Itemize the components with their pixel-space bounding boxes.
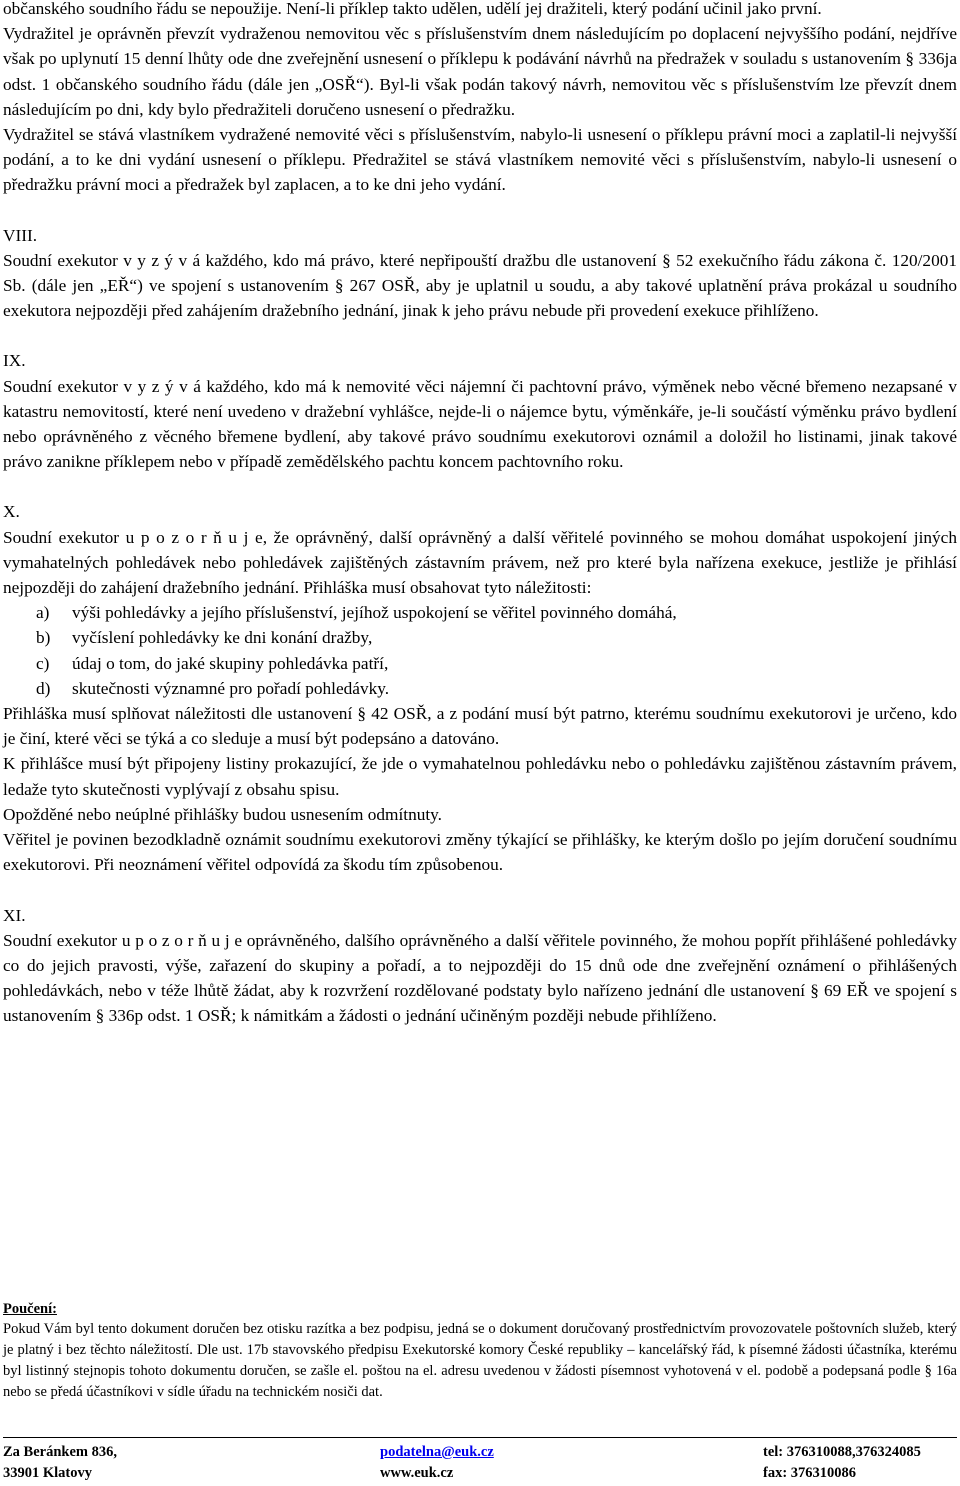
list-item-text: výši pohledávky a jejího příslušenství, jejíhož uspokojení se věřitel povinného domáhá, xyxy=(72,603,677,623)
list-item-label: b) xyxy=(36,628,51,648)
section-ix-text: Soudní exekutor v y z ý v á každého, kdo má k nemovité věci nájemní či pachtovní právo, výměnek nebo věcné břemeno nezapsané v katastru nemovitostí, které není uvedeno v dražební vyhlášce, nejde-li o nájemce bytu, výměnkáře, je-li součástí výměnku právo bydlení nebo oprávněného z věcného břemene bydlení, aby takové právo soudnímu exekutorovi oznámil a doložil ho listinami, jinak takové právo zanikne příklepem nebo v případě zemědělského pachtu koncem pachtovního roku. xyxy=(3,376,957,472)
section-x-intro: Soudní exekutor u p o z o r ň u j e, že oprávněný, další oprávněný a další věřitelé povinného se mohou domáhat uspokojení jiných vymahatelných pohledávek nebo pohledávek zajištěných zástavním právem, než pro které byla nařízena exekuce, jestliže je přihlásí nejpozději do zahájení dražebního jednání. Přihláška musí obsahovat tyto náležitosti: xyxy=(3,527,957,598)
list-item-label: c) xyxy=(36,653,50,673)
footer-address-city: 33901 Klatovy xyxy=(3,1465,93,1481)
paragraph-intro: občanského soudního řádu se nepoužije. Není-li příklep takto udělen, udělí jej dražiteli, který podání učinil jako první. xyxy=(3,0,822,18)
section-x-attachments: K přihlášce musí být připojeny listiny prokazující, že jde o vymahatelnou pohledávku nebo o pohledávku zajištěnou zástavním právem, ledaže tyto skutečnosti vyplývají z obsahu spisu. xyxy=(3,754,957,799)
list-item-text: vyčíslení pohledávky ke dni konání dražby, xyxy=(72,628,373,648)
notice-text: Pokud Vám byl tento dokument doručen bez otisku razítka a bez podpisu, jedná se o dokument doručovaný prostřednictvím provozovatele poštovních služeb, který je platný i bez těchto náležitostí. Dle ust. 17b stavovského předpisu Exekutorské komory České republiky – kancelářský řád, k písemné žádosti účastníka, kterému byl listinný stejnopis tohoto dokumentu doručen, se zašle el. poštou na el. adresu uvedenou v žádosti písemnost vyhotovená v el. podobě a podepsaná podle § 16a nebo se předá účastníkovi v sídle úřadu na technickém nosiči dat. xyxy=(3,1321,957,1401)
section-viii-text: Soudní exekutor v y z ý v á každého, kdo má právo, které nepřipouští dražbu dle ustanovení § 52 exekučního řádu zákona č. 120/2001 Sb. (dále jen „EŘ“) ve spojení s ustanovením § 267 OSŘ, aby je uplatnil u soudu, a aby takové uplatnění práva prokázal u soudního exekutora nejpozději před zahájením dražebního jednání, jinak k jeho právu nebude při provedení exekuce přihlíženo. xyxy=(3,250,957,321)
list-item-label: a) xyxy=(36,603,50,623)
footer-fax: fax: 376310086 xyxy=(763,1465,857,1481)
list-item xyxy=(3,625,957,650)
footer-phone: tel: 376310088,376324085 xyxy=(763,1444,921,1460)
section-x-late-filings: Opožděné nebo neúplné přihlášky budou usnesením odmítnuty. xyxy=(3,804,442,824)
paragraph-ownership: Vydražitel se stává vlastníkem vydražené nemovité věci s příslušenstvím, nabylo-li usnesení o příklepu právní moci a zaplatil-li nejvyšší podání, a to ke dni vydání usnesení o příklepu. Předražitel se stává vlastníkem nemovité věci s příslušenstvím, nabylo-li usnesení o předražku právní moci a předražek byl zaplacen, a to ke dni jeho vydání. xyxy=(3,125,957,195)
section-x-requirements: Přihláška musí splňovat náležitosti dle ustanovení § 42 OSŘ, a z podání musí být patrno, kterému soudnímu exekutorovi je určeno, kdo je činí, které věci se týká a co sleduje a musí být podepsáno a datováno. xyxy=(3,704,957,749)
list-item-text: údaj o tom, do jaké skupiny pohledávka patří, xyxy=(72,653,389,673)
section-heading-x: X. xyxy=(3,502,20,522)
section-heading-xi: XI. xyxy=(3,905,26,925)
list-item-text: skutečnosti významné pro pořadí pohledávky. xyxy=(72,678,390,698)
section-heading-ix: IX. xyxy=(3,351,26,371)
section-heading-viii: VIII. xyxy=(3,225,38,245)
list-item xyxy=(3,676,957,701)
list-item xyxy=(3,651,957,676)
notice-block xyxy=(3,1299,957,1403)
list-item-label: d) xyxy=(36,678,51,698)
notice-title: Poučení: xyxy=(3,1301,57,1317)
footer-email-link[interactable]: podatelna@euk.cz xyxy=(380,1444,494,1460)
document-body xyxy=(3,0,957,1029)
list-item xyxy=(3,600,957,625)
paragraph-takeover: Vydražitel je oprávněn převzít vydraženou nemovitou věc s příslušenstvím dnem následujícím po doplacení nejvyššího podání, nejdříve však po uplynutí 15 denní lhůty ode dne zveřejnění usnesení o příklepu k podávání návrhů na předražek v souladu s ustanovením § 336ja odst. 1 občanského soudního řádu (dále jen „OSŘ“). Byl-li však podán takový návrh, nemovitou věc s příslušenstvím lze převzít dnem následujícím po dni, kdy bylo předražiteli doručeno usnesení o předražku. xyxy=(3,24,957,119)
section-x-creditor-duty: Věřitel je povinen bezodkladně oznámit soudnímu exekutorovi změny týkající se přihlášky, ke kterým došlo po jejím doručení soudnímu exekutorovi. Při neoznámení věřitel odpovídá za škodu tím způsobenou. xyxy=(3,830,957,875)
footer-address-street: Za Beránkem 836, xyxy=(3,1444,117,1460)
footer-website[interactable]: www.euk.cz xyxy=(380,1465,454,1481)
requirements-list xyxy=(3,600,957,701)
section-xi-text: Soudní exekutor u p o z o r ň u j e oprávněného, dalšího oprávněného a další věřitele povinného, že mohou popřít přihlášené pohledávky co do jejich pravosti, výše, zařazení do skupiny a pořadí, a to nejpozději do 15 dnů ode dne zveřejnění oznámení o přihlášených pohledávkách, nebo v téže lhůtě žádat, aby k rozvržení rozdělované podstaty bylo nařízeno jednání dle ustanovení § 69 EŘ ve spojení s ustanovením § 336p odst. 1 OSŘ; k námitkám a žádosti o jednání učiněným později nebude přihlíženo. xyxy=(3,930,957,1026)
page-footer xyxy=(3,1437,957,1484)
